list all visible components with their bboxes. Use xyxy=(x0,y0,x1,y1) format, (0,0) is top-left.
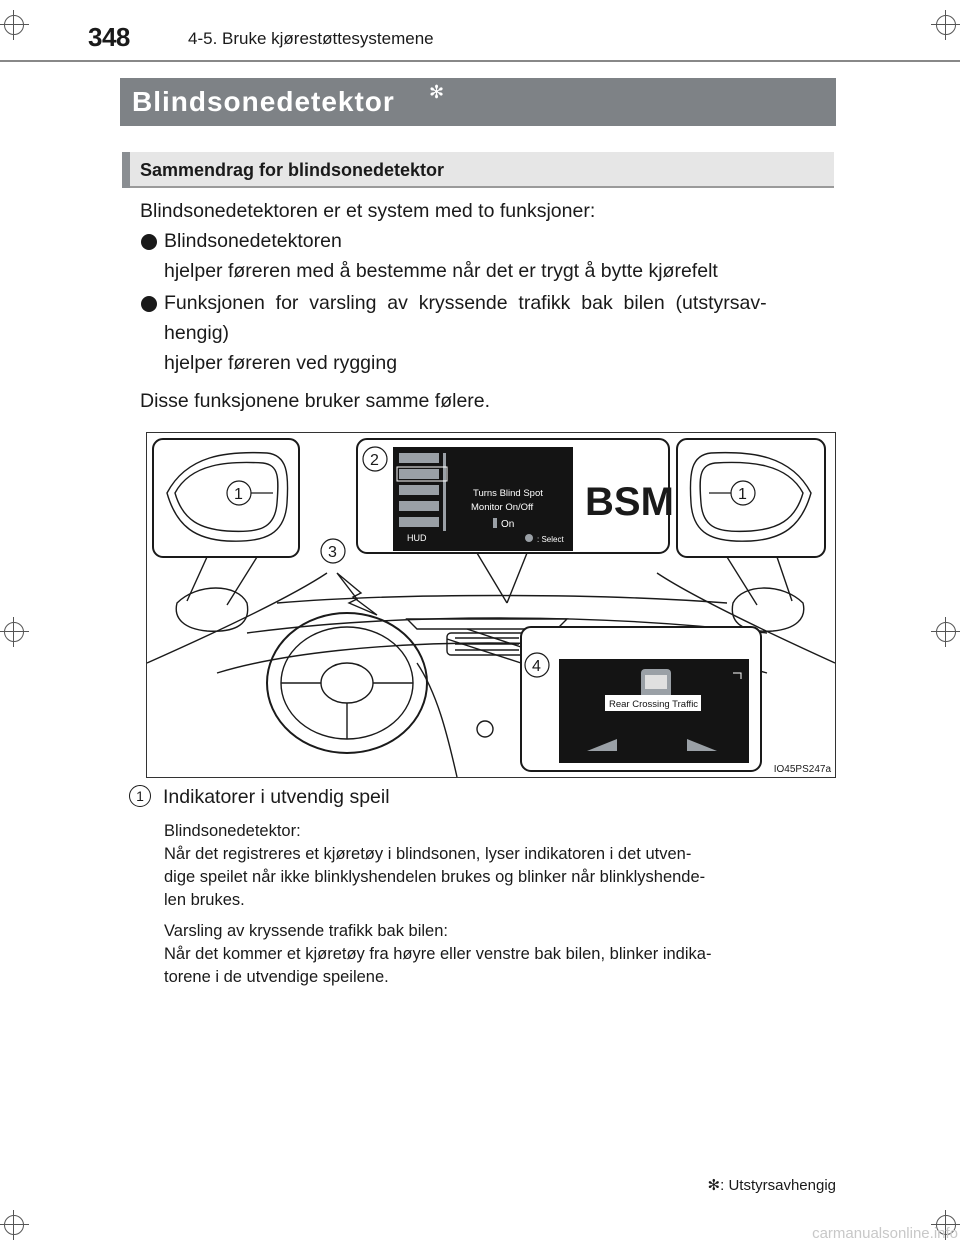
callout-1-left: 1 xyxy=(234,486,243,503)
screen2-select: : Select xyxy=(537,535,564,544)
bsm-label: BSM xyxy=(585,480,674,524)
bullet-2-desc: hjelper føreren ved rygging xyxy=(164,352,398,374)
shared-sensors-text: Disse funksjonene bruker samme følere. xyxy=(140,390,491,412)
item-number: 1 xyxy=(129,785,151,807)
item1-para2-line1: Varsling av kryssende trafikk bak bilen: xyxy=(164,922,448,940)
callout-2: 2 xyxy=(370,452,379,469)
subheading-bar xyxy=(122,152,834,188)
screen2-line1: Turns Blind Spot xyxy=(473,488,543,499)
item1-para1-line4: len brukes. xyxy=(164,891,245,909)
item1-para1-line2: Når det registreres et kjøretøy i blindsonen, lyser indikatoren i det utven- xyxy=(164,845,692,863)
page-header xyxy=(88,22,898,60)
item1-para1-line3: dige speilet når ikke blinklyshendelen brukes og blinker når blinklyshende- xyxy=(164,868,706,886)
item1-para2-line2: Når det kommer et kjøretøy fra høyre eller venstre bak bilen, blinker indika- xyxy=(164,945,712,963)
watermark: carmanualsonline.info xyxy=(812,1225,958,1242)
bullet-1-desc: hjelper føreren med å bestemme når det er trygt å bytte kjørefelt xyxy=(164,260,718,282)
subheading: Sammendrag for blindsonedetektor xyxy=(140,160,445,180)
callout-3: 3 xyxy=(328,544,337,561)
bullet-1-title: Blindsonedetektoren xyxy=(164,230,342,252)
page-title: Blindsonedetektor xyxy=(132,86,395,117)
intro-text: Blindsonedetektoren er et system med to funksjoner: xyxy=(140,200,596,222)
crop-mark-top-right xyxy=(931,10,960,40)
item1-para1-line1: Blindsonedetektor: xyxy=(164,822,301,840)
screen2-line2: Monitor On/Off xyxy=(471,502,534,513)
item1-para2-line3: torene i de utvendige speilene. xyxy=(164,968,389,986)
crop-mark-mid-left xyxy=(0,617,29,647)
crop-mark-mid-right xyxy=(931,617,960,647)
bullet-2-title: Funksjonen for varsling av kryssende trafikk bak bilen (utstyrsav- xyxy=(164,292,767,314)
screen4-label: Rear Crossing Traffic xyxy=(609,699,699,710)
page-number: 348 xyxy=(88,22,130,52)
item1-heading: Indikatorer i utvendig speil xyxy=(163,786,390,808)
bullet-dot xyxy=(141,234,157,250)
screen2-on: On xyxy=(501,519,515,530)
footnote: ✻: Utstyrsavhengig xyxy=(707,1177,836,1194)
bsm-illustration xyxy=(146,432,836,778)
subheading-accent xyxy=(122,152,130,188)
bullet-dot xyxy=(141,296,157,312)
header-rule xyxy=(0,60,960,62)
section-title: 4-5. Bruke kjørestøttesystemene xyxy=(188,29,434,48)
crop-mark-top-left xyxy=(0,10,29,40)
figure-code: IO45PS247a xyxy=(773,764,831,775)
bullet-2-title-cont: hengig) xyxy=(164,322,230,344)
callout-1-right: 1 xyxy=(738,486,747,503)
callout-4: 4 xyxy=(532,658,541,675)
crop-mark-bottom-left xyxy=(0,1210,29,1240)
title-bar xyxy=(120,78,836,126)
screen2-hud: HUD xyxy=(407,533,427,543)
optional-equipment-star: ✻ xyxy=(429,82,445,102)
